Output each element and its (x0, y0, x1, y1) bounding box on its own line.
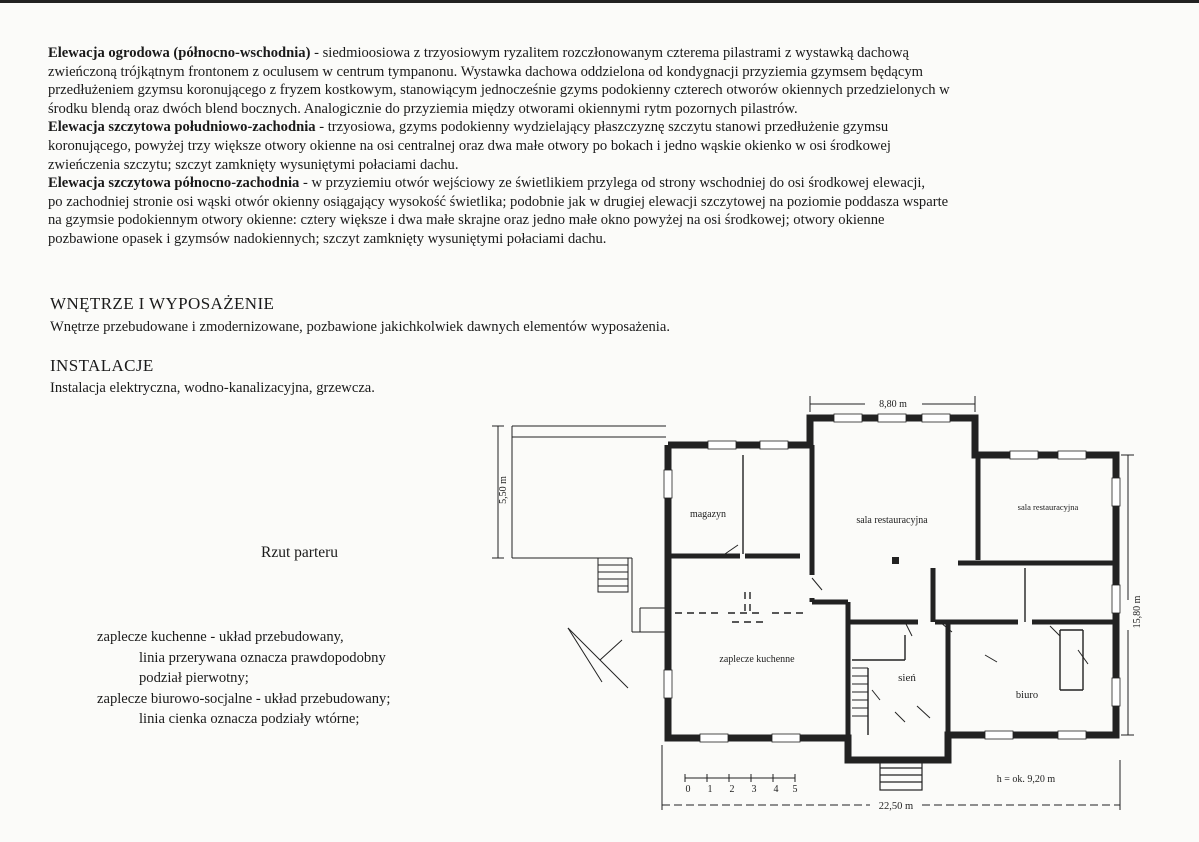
elevation-3-line-2: po zachodniej stronie osi wąski otwór okienny osiągający wysokość świetlika; podobnie jak w drugiej elewacji szczytowej na poziomie poddasza wsparte (48, 193, 949, 210)
column-pillar (892, 557, 899, 564)
elevation-1-line-2: zwieńczoną trójkątnym frontonem z oculusem w centrum tympanonu. Wystawka dachowa oddzielona od kondygnacji przyziemia gzymsem będącym (48, 63, 924, 80)
elevation-3-line-4: pozbawione opasek i gzymsów nadokiennych; szczyt zamknięty wysuniętymi połaciami dachu. (48, 230, 607, 247)
windows (664, 414, 1120, 742)
elevation-1-line-4: środku blendą oraz dwóch blend bocznych. Analogicznie do przyziemia między otworami okiennymi rytm pozornych pilastrów. (48, 100, 798, 117)
interior-title: WNĘTRZE I WYPOSAŻENIE (50, 294, 275, 313)
elevation-1-title: Elewacja ogrodowa (północno-wschodnia) (48, 45, 311, 61)
room-label-magazyn: magazyn (689, 509, 727, 520)
scale-1: 1 (707, 784, 713, 795)
scale-3: 3 (751, 784, 757, 795)
outer-walls (668, 418, 1116, 760)
dim-label-right: 15,80 m (1132, 595, 1143, 629)
room-label-sala-main: sala restauracyjna (856, 515, 928, 526)
room-label-biuro: biuro (1015, 690, 1039, 701)
room-label-sala-right: sala restauracyjna (1017, 502, 1079, 512)
elevation-1-line-3: przedłużeniem gzymsu koronującego z fryzem kostkowym, stanowiącym jednocześnie gzyms podokienny czterech otworów okiennych przedzielonych w (48, 82, 950, 99)
plan-title: Rzut parteru (261, 544, 339, 561)
scale-bar (685, 774, 795, 782)
legend-line-3: podział pierwotny; (139, 670, 249, 686)
side-steps (598, 558, 628, 592)
elevation-3-line-3: na gzymsie podokiennym otwory okienne: cztery większe i dwa małe skrajne oraz jedno małe okno powyżej na osi środkowej; otwory okienne (48, 212, 885, 229)
dashed-original-division (675, 592, 808, 622)
legend-line-4: zaplecze biurowo-socjalne - układ przebudowany; (97, 690, 391, 707)
legend-line-2: linia przerywana oznacza prawdopodobny (139, 649, 386, 666)
scale-2: 2 (729, 784, 735, 795)
elevation-1-line-1: - siedmioosiowa z trzyosiowym ryzalitem rozczłonowanym czterema pilastrami z wystawką dachową (310, 45, 909, 61)
interior-walls (668, 445, 1116, 740)
installations-body: Instalacja elektryczna, wodno-kanalizacyjna, grzewcza. (50, 380, 375, 396)
height-label: h = ok. 9,20 m (996, 774, 1056, 785)
legend-line-1: zaplecze kuchenne - układ przebudowany, (97, 629, 344, 645)
dim-label-top: 8,80 m (879, 399, 907, 410)
scale-0: 0 (685, 784, 691, 795)
legend-line-5: linia cienka oznacza podziały wtórne; (139, 711, 360, 727)
elevation-2-line-3: zwieńczenia szczytu; szczyt zamknięty wysuniętymi połaciami dachu. (48, 156, 459, 173)
dim-label-left: 5,50 m (498, 476, 509, 504)
interior-staircase (852, 668, 880, 716)
installations-title: INSTALACJE (50, 356, 154, 375)
scale-5: 5 (792, 784, 798, 795)
elevation-2-title: Elewacja szczytowa południowo-zachodnia (48, 119, 316, 136)
room-label-kitchen: zaplecze kuchenne (719, 654, 795, 665)
room-label-sien: sień (898, 672, 916, 684)
terrace-outline (512, 426, 666, 632)
scale-4: 4 (773, 784, 779, 795)
north-arrow-icon (568, 628, 628, 688)
entrance-steps (880, 760, 922, 790)
elevation-3-title: Elewacja szczytowa północno-zachodnia (48, 175, 300, 192)
elevation-2-line-1: - trzyosiowa, gzyms podokienny wydzielający płaszczyznę szczytu stanowi przedłużenie gzymsu (315, 119, 889, 136)
dim-label-bottom: 22,50 m (878, 801, 914, 812)
elevation-3-line-1: - w przyziemiu otwór wejściowy ze świetlikiem przylega od strony wschodniej do osi środkowej elewacji, (299, 175, 926, 192)
elevation-2-line-2: koronującego, powyżej trzy większe otwory okienne na osi centralnej oraz dwa małe otwory po bokach i jedno wąskie okienko w osi środkowej (48, 137, 891, 154)
interior-body: Wnętrze przebudowane i zmodernizowane, pozbawione jakichkolwiek dawnych elementów wyposażenia. (50, 319, 670, 335)
